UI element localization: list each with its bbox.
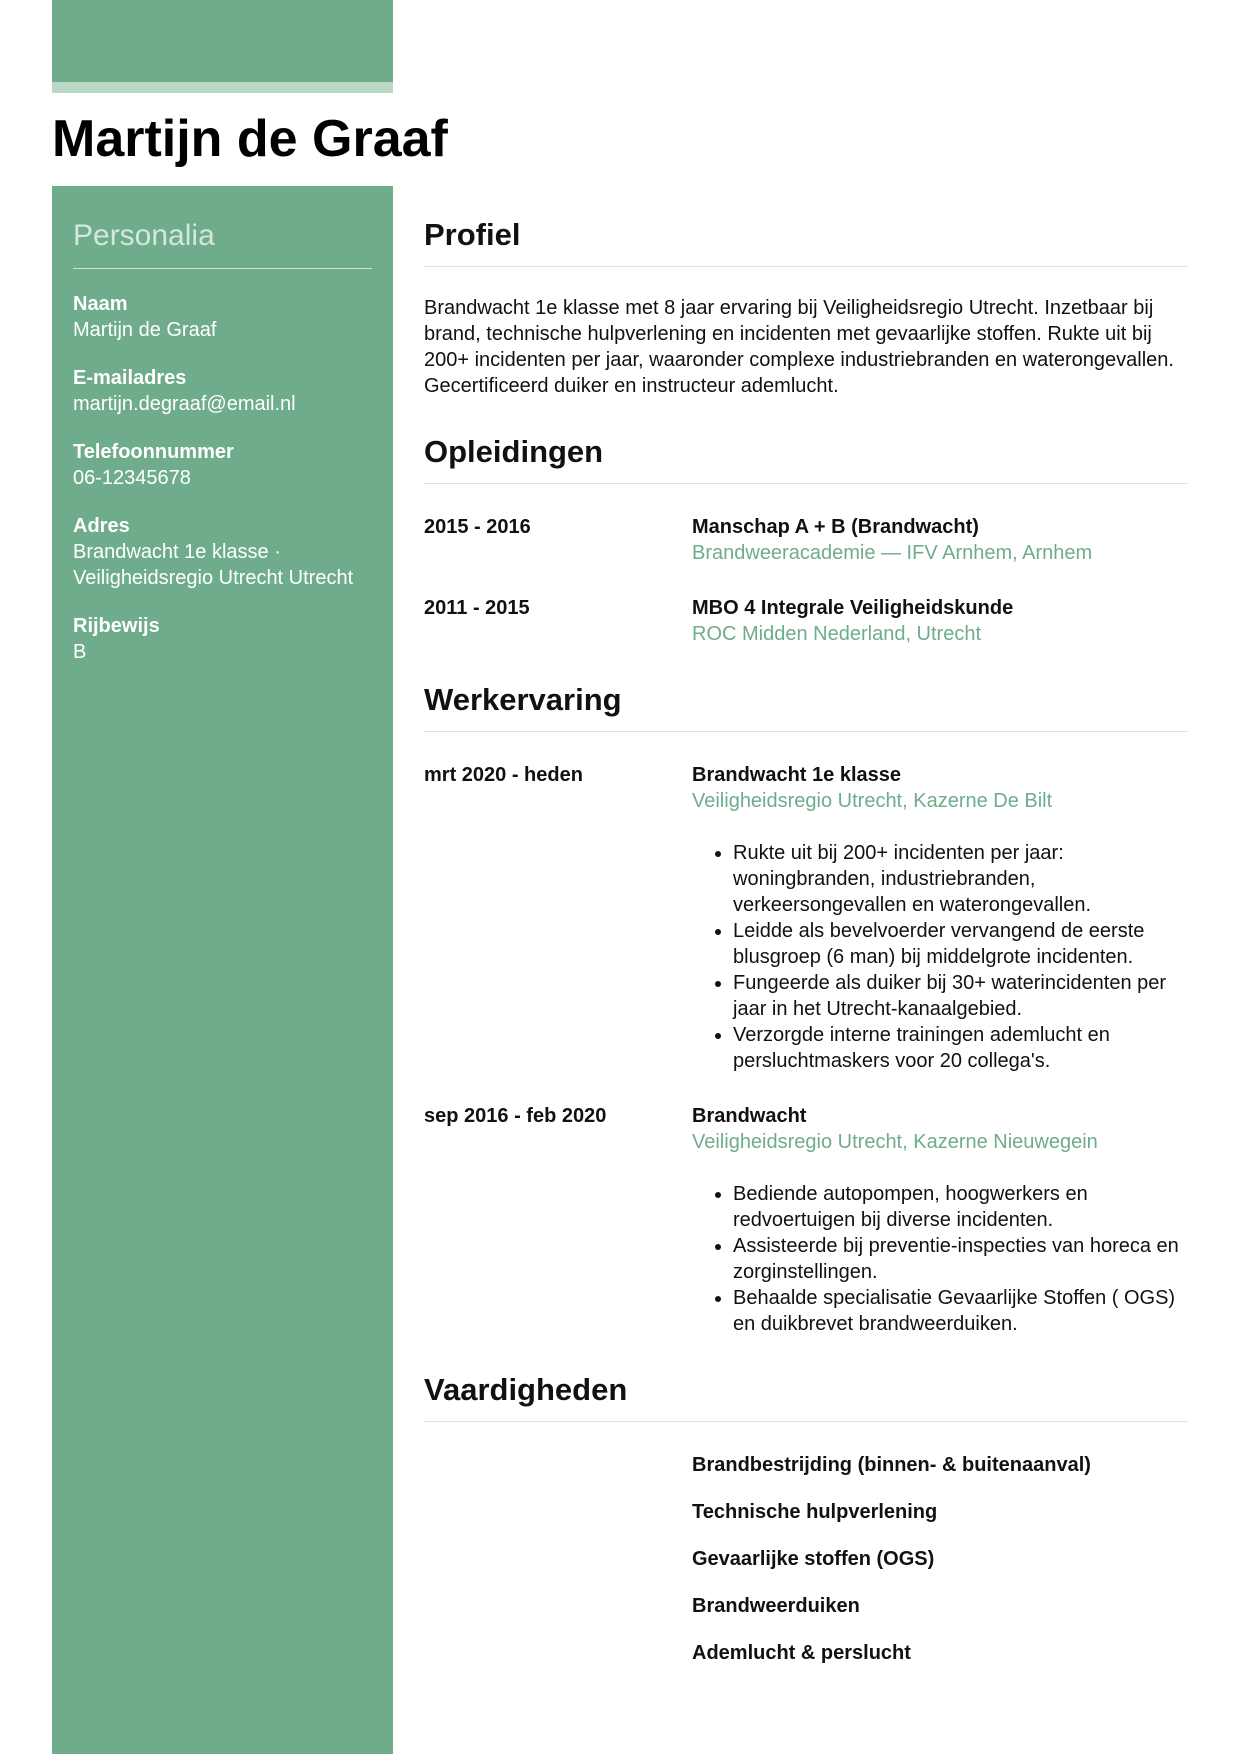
personalia-item-rijbewijs [73,613,372,665]
page-title: Martijn de Graaf [52,110,448,168]
main-content [424,212,1188,1687]
entry-title: Brandwacht [692,1105,807,1127]
entry-institution: ROC Midden Nederland, Utrecht [692,623,982,645]
personalia-label: Adres [73,515,130,537]
skill-item: Ademlucht & perslucht [692,1642,911,1664]
header-accent-strip [52,82,393,93]
entry-title: MBO 4 Integrale Veiligheidskunde [692,597,1014,619]
personalia-heading: Personalia [73,216,372,269]
entry-title: Brandwacht 1e klasse [692,764,901,786]
entry-bullets [692,840,1188,1074]
skill-item: Gevaarlijke stoffen (OGS) [692,1548,935,1570]
header-accent-block [52,0,393,82]
personalia-item-naam [73,291,372,343]
skill-item: Technische hulpverlening [692,1501,938,1523]
bullet-item: • Leidde als bevelvoerder vervangend de eerste blusgroep (6 man) bij middelgrote incidenten. [733,918,1188,970]
bullet-item: • Fungeerde als duiker bij 30+ waterincidenten per jaar in het Utrecht-kanaalgebied. [733,970,1188,1022]
section-opleidingen [424,429,1188,647]
section-heading: Vaardigheden [424,1367,1188,1422]
education-entry [424,595,1188,647]
personalia-label: Telefoonnummer [73,441,234,463]
entry-title: Manschap A + B (Brandwacht) [692,516,979,538]
personalia-label: E-mailadres [73,367,187,389]
bullet-item: • Rukte uit bij 200+ incidenten per jaar: woningbranden, industriebranden, verkeersongevallen en waterongevallen. [733,840,1188,918]
entry-date: sep 2016 - feb 2020 [424,1105,607,1127]
entry-employer: Veiligheidsregio Utrecht, Kazerne De Bilt [692,790,1053,812]
entry-employer: Veiligheidsregio Utrecht, Kazerne Nieuwegein [692,1131,1098,1153]
section-heading: Werkervaring [424,677,1188,732]
entry-date: mrt 2020 - heden [424,764,583,786]
bullet-item: • Bediende autopompen, hoogwerkers en redvoertuigen bij diverse incidenten. [733,1181,1188,1233]
entry-bullets [692,1181,1188,1337]
sidebar [52,186,393,1754]
section-heading: Profiel [424,212,1188,267]
personalia-label: Naam [73,293,128,315]
personalia-value: Brandwacht 1e klasse · Veiligheidsregio Utrecht Utrecht [73,541,354,589]
skills-list [424,1452,1188,1666]
personalia-item-telefoon [73,439,372,491]
work-entry [424,762,1188,1074]
personalia-value: Martijn de Graaf [73,319,217,341]
entry-body [692,1103,1188,1337]
skill-item: Brandweerduiken [692,1595,860,1617]
bullet-item: • Behaalde specialisatie Gevaarlijke Stoffen ( OGS) en duikbrevet brandweerduiken. [733,1285,1188,1337]
education-entry [424,514,1188,566]
section-vaardigheden [424,1367,1188,1666]
personalia-value: martijn.degraaf@email.nl [73,393,296,415]
personalia-value: B [73,641,87,663]
bullet-item: • Verzorgde interne trainingen ademlucht en persluchtmaskers voor 20 collega's. [733,1022,1188,1074]
personalia-value: 06-12345678 [73,467,191,489]
bullet-item: • Assisteerde bij preventie-inspecties van horeca en zorginstellingen. [733,1233,1188,1285]
entry-date: 2011 - 2015 [424,597,530,619]
entry-body [692,514,1188,566]
personalia-label: Rijbewijs [73,615,160,637]
entry-date: 2015 - 2016 [424,516,531,538]
personalia-item-email [73,365,372,417]
personalia-item-adres [73,513,372,591]
section-profiel [424,212,1188,399]
skill-item: Brandbestrijding (binnen- & buitenaanval) [692,1454,1091,1476]
section-werkervaring [424,677,1188,1337]
profile-text: Brandwacht 1e klasse met 8 jaar ervaring bij Veiligheidsregio Utrecht. Inzetbaar bij brand, technische hulpverlening en incidenten met gevaarlijke stoffen. Rukte uit bij 200+ incidenten per jaar, waaronder complexe industriebranden en waterongevallen. Gecertificeerd duiker en instructeur ademlucht. [424,297,1174,397]
section-heading: Opleidingen [424,429,1188,484]
entry-body [692,595,1188,647]
work-entry [424,1103,1188,1337]
entry-institution: Brandweeracademie — IFV Arnhem, Arnhem [692,542,1093,564]
entry-body [692,762,1188,1074]
